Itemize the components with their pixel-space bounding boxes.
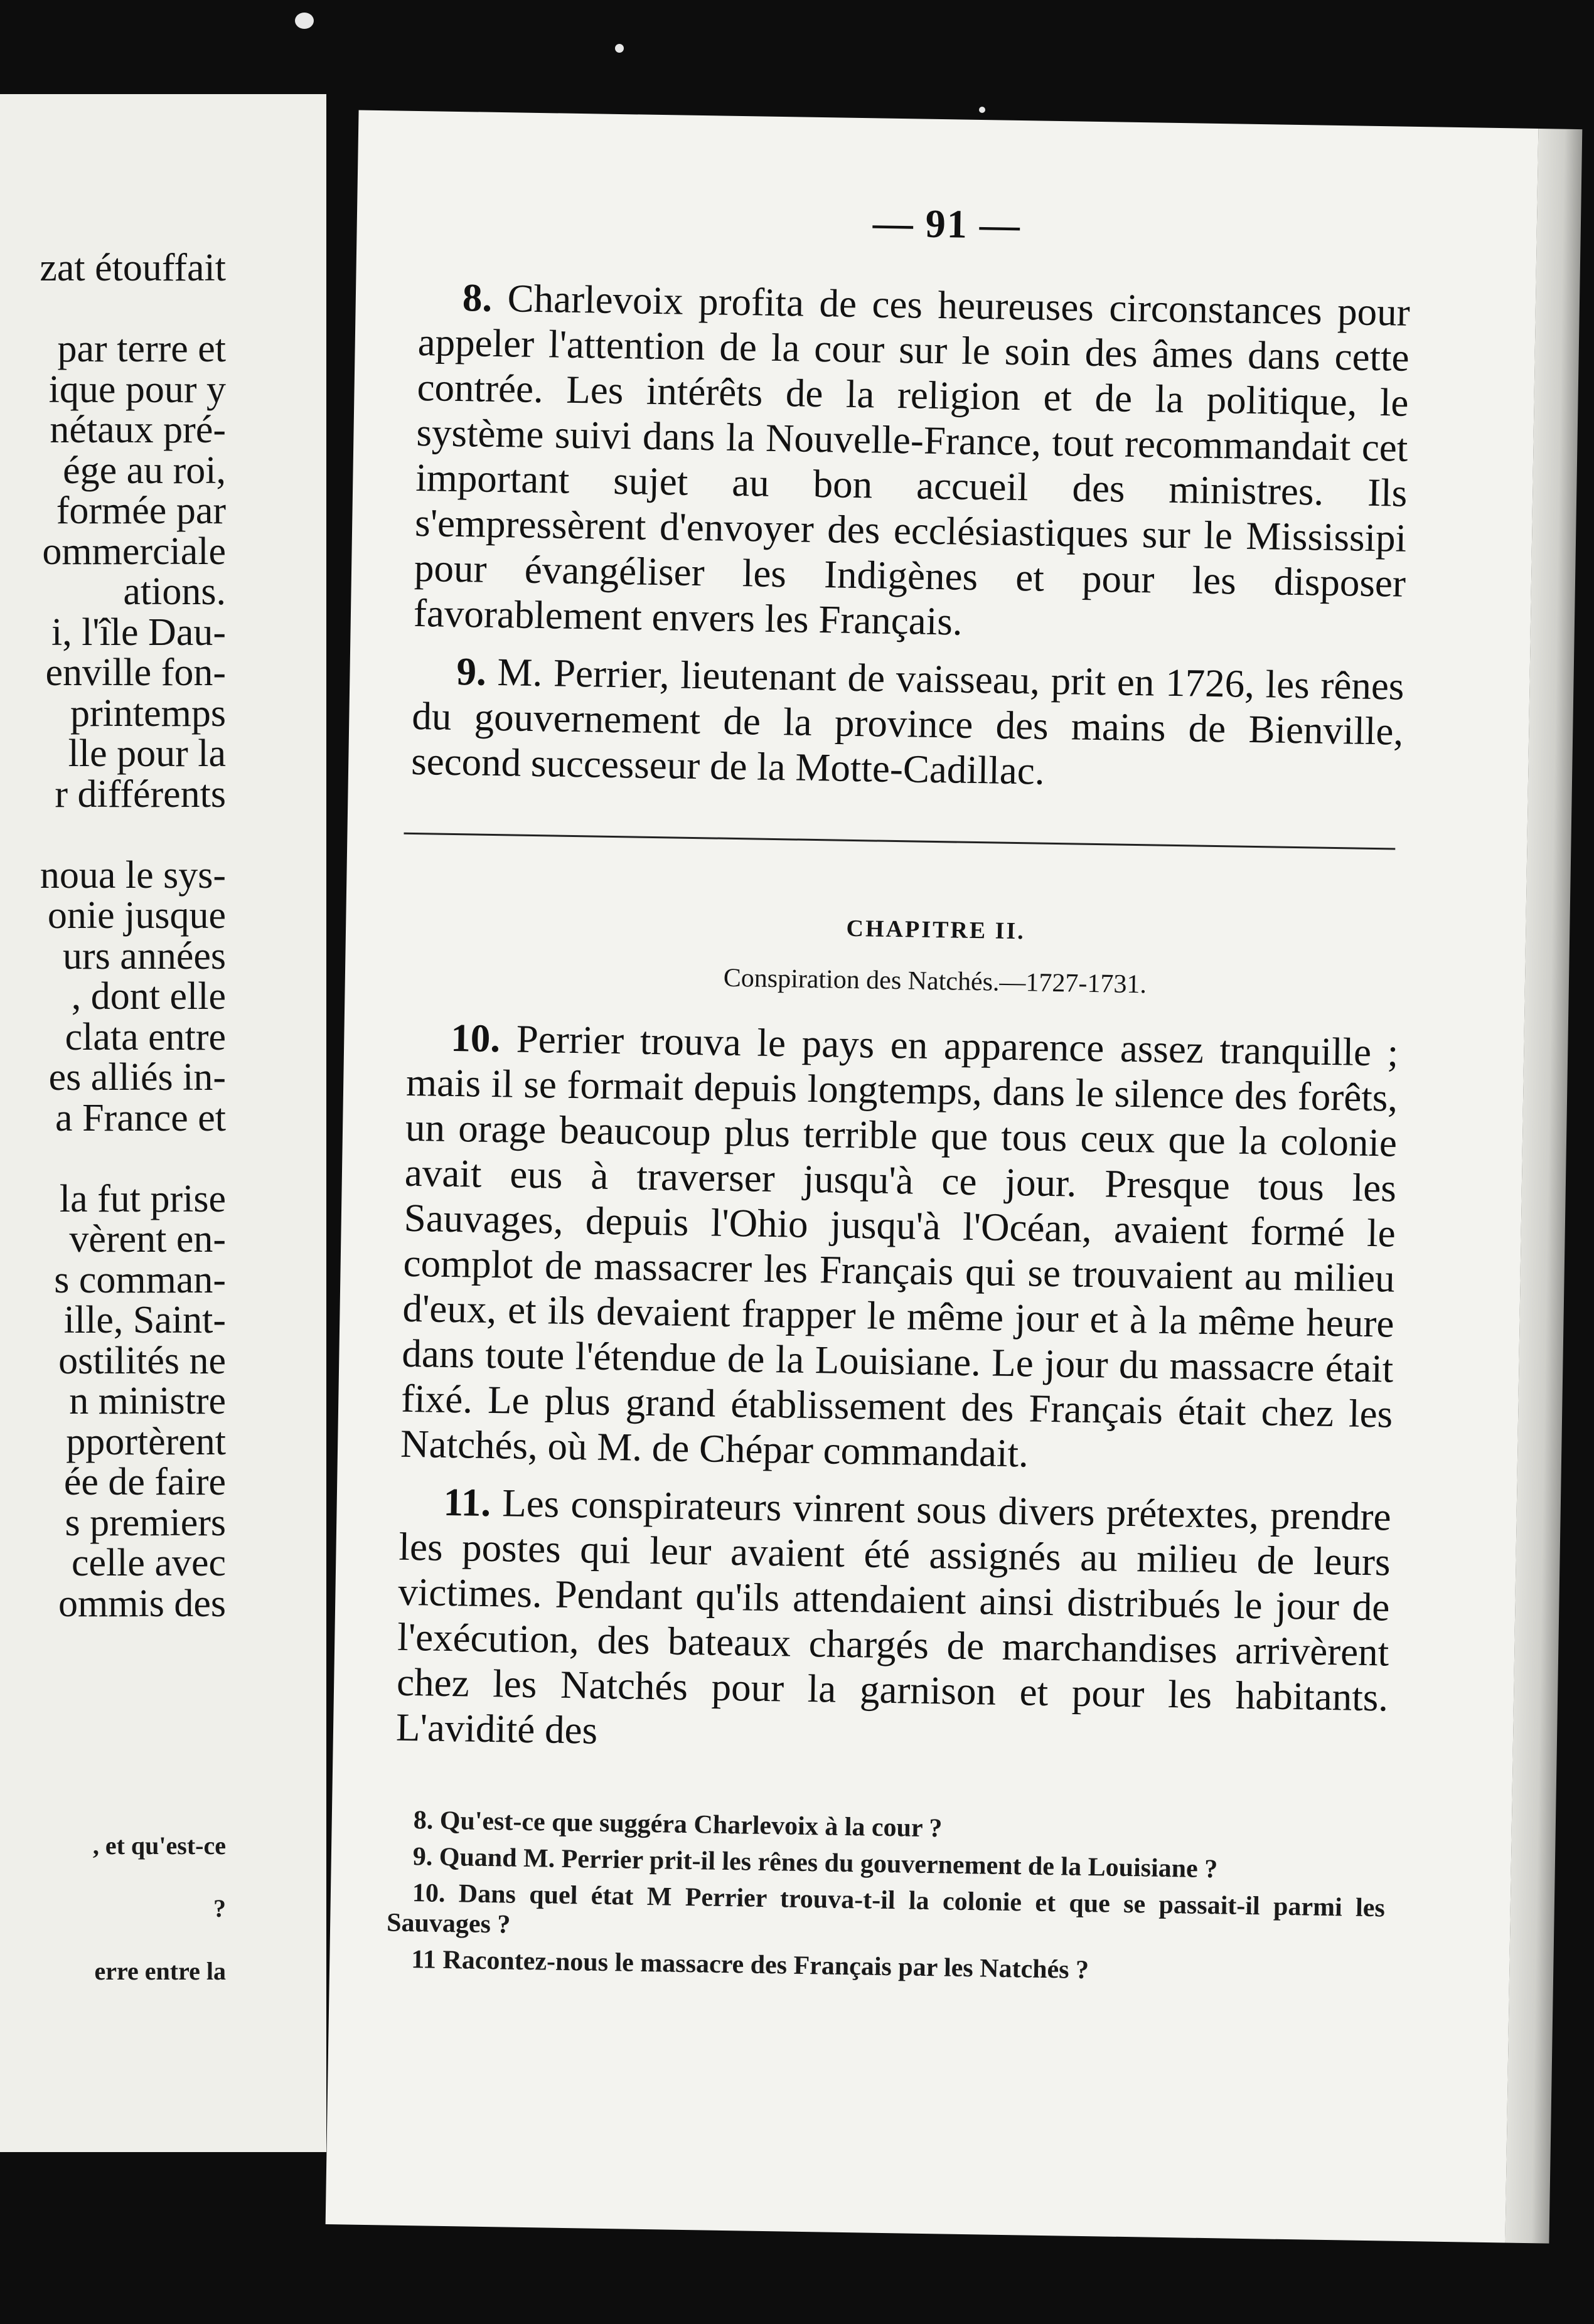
question-item: 11 Racontez-nous le massacre des Français par les Natchés ? [410,1945,1089,1985]
scan-speck [615,44,624,53]
question-item: 9. Quand M. Perrier prit-il les rênes du gouvernement de la Louisiane ? [412,1842,1218,1884]
section-paragraphs [411,274,1411,799]
left-page-line: printemps [70,691,226,735]
left-page-line: i, l'île Dau- [51,610,226,654]
section-divider [404,833,1395,850]
left-page-line: , dont elle [71,975,226,1018]
question-item: 10. Dans quel état M Perrier trouva-t-il la colonie et que se passait-il parmi les Sauvages ? [386,1879,1386,1939]
paragraph-number: 11. [443,1479,491,1525]
left-page-line: urs années [63,934,226,978]
left-page-line: formée par [56,489,226,532]
left-page-line: ée de faire [63,1461,226,1503]
left-page-fragment [0,94,326,2152]
page-number: — 91 — [872,200,1022,248]
left-page-line: s comman- [54,1258,226,1301]
left-page-line: noua le sys- [40,853,226,897]
left-page-line: ique pour y [48,368,226,411]
paragraph-10 [400,1015,1399,1482]
paragraph-number: 9. [456,649,487,694]
left-page-line: ége au roi, [63,449,226,492]
left-page-line: la fut prise [59,1177,226,1220]
review-questions [386,1805,1386,1996]
paragraph-text: Charlevoix profita de ces heureuses circonstances pour appeler l'attention de la cour sur le soin des âmes dans cette contrée. Les intérêts de la religion et de la politique, le système suivi dans la Nouvelle-France, tout recommandait cet important sujet au bon accueil des ministres. Ils s'empressèrent d'envoyer des ecclésiastiques sur le Mississipi pour évangéliser les Indigènes et pour les disposer favorablement envers les Français. [413,276,1411,644]
left-page-question-line: , et qu'est-ce [92,1831,226,1860]
paragraph-number: 10. [450,1015,501,1061]
left-page-line: a France et [55,1096,226,1139]
left-page-line: lle pour la [68,732,226,775]
left-page-line: ommerciale [42,530,226,573]
left-page-line: clata entre [65,1015,226,1058]
left-page-line: vèrent en- [69,1218,226,1261]
left-page-line: ommis des [58,1582,226,1625]
left-page-line: zat étouffait [40,247,226,289]
left-page-line: s premiers [65,1501,226,1544]
left-page-line: pportèrent [66,1420,226,1463]
left-page-line: ations. [123,570,226,613]
left-page-line: par terre et [57,328,226,370]
left-page-line: r différents [55,772,226,816]
left-page-question-line: ? [213,1894,226,1922]
right-page [326,110,1539,2242]
scan-speck [979,107,985,113]
question-item: 8. Qu'est-ce que suggéra Charlevoix à la cour ? [413,1806,943,1843]
paragraph-text: Perrier trouva le pays en apparence assez tranquille ; mais il se formait depuis longtemps, dans le silence des forêts, un orage beaucoup plus terrible que tous ceux que la colonie avait eus à traverser jusqu'à ce jour. Presque tous les Sauvages, depuis l'Ohio jusqu'à l'Océan, avaient formé le complot de massacrer les Français qui se trouvaient au milieu d'eux, et ils devaient frapper le même jour et à la même heure dans toute l'étendue de la Louisiane. Le jour du massacre était fixé. Le plus grand établissement des Français était chez les Natchés, où M. de Chépar commandait. [400,1016,1399,1476]
scan-speck [295,13,314,29]
paragraph-text: Les conspirateurs vinrent sous divers prétextes, prendre les postes qui leur avaient été assignés au milieu de leurs victimes. Pendant qu'ils attendaient ainsi distribués le jour de l'exécution, des bateaux chargés de marchandises arrivèrent chez les Natchés pour la garnison et pour les habitants. L'avidité des [395,1481,1392,1752]
paragraph-9 [411,648,1404,799]
paragraph-8 [413,274,1410,651]
left-page-line: n ministre [69,1380,226,1422]
paragraph-number: 8. [462,275,493,320]
left-page-line: enville fon- [45,651,226,694]
chapter-subtitle: Conspiration des Natchés.—1727-1731. [723,963,1147,999]
left-page-line: onie jusque [47,894,226,937]
chapter-paragraphs [396,1015,1399,1766]
left-page-line: es alliés in- [48,1056,226,1099]
paragraph-text: M. Perrier, lieutenant de vaisseau, prit en 1726, les rênes du gouvernement de la province des mains de Bienville, second successeur de la Motte-Cadillac. [410,650,1404,793]
left-page-line: ostilités ne [58,1339,226,1382]
left-page-line: celle avec [71,1542,226,1584]
paragraph-11 [396,1479,1392,1766]
left-page-line: nétaux pré- [50,408,226,451]
chapter-title: CHAPITRE II. [846,915,1026,945]
left-page-question-line: erre entre la [94,1957,226,1985]
left-page-line: ille, Saint- [63,1299,226,1341]
